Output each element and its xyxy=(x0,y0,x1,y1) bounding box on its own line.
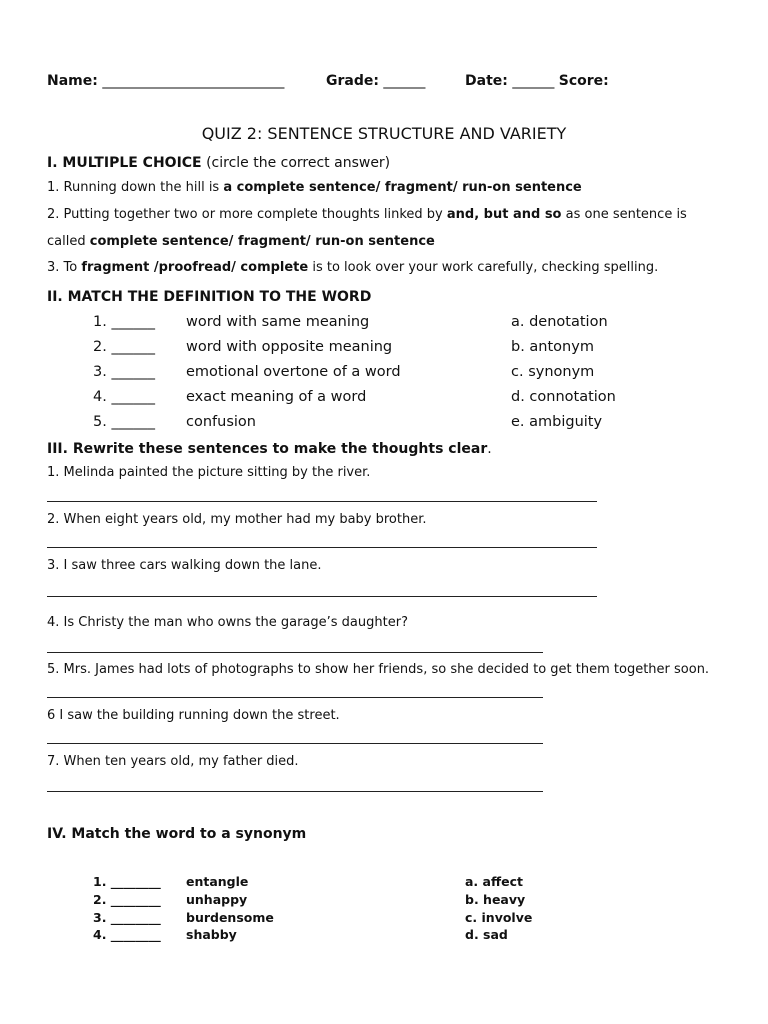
answer-line[interactable] xyxy=(47,547,597,548)
answer-line[interactable] xyxy=(47,652,543,653)
question-1-text: 1. Running down the hill is xyxy=(47,180,224,195)
match-2-num[interactable]: 3. ______ xyxy=(93,364,155,380)
name-label: Name: xyxy=(47,73,98,89)
rewrite-sentence: 4. Is Christy the man who owns the garage’s daughter? xyxy=(47,615,408,630)
match-4-num[interactable]: 1. ________ xyxy=(93,874,161,889)
question-2 xyxy=(47,207,687,222)
match-2-option: e. ambiguity xyxy=(511,414,603,430)
grade-field[interactable] xyxy=(326,73,425,89)
name-field[interactable] xyxy=(47,73,284,89)
question-3-text-cont: is to look over your work carefully, checking spelling. xyxy=(308,260,659,275)
rewrite-sentence: 6 I saw the building running down the street. xyxy=(47,708,340,723)
answer-line[interactable] xyxy=(47,791,543,792)
section-4-heading: IV. Match the word to a synonym xyxy=(47,826,307,842)
match-4-word: unhappy xyxy=(186,892,248,907)
question-3-text: 3. To xyxy=(47,260,82,275)
question-3 xyxy=(47,260,658,275)
match-2-definition: confusion xyxy=(186,414,256,430)
match-2-num[interactable]: 2. ______ xyxy=(93,339,155,355)
grade-blank: ______ xyxy=(383,73,426,89)
match-2-definition: exact meaning of a word xyxy=(186,389,367,405)
answer-line[interactable] xyxy=(47,697,543,698)
match-2-option: b. antonym xyxy=(511,339,594,355)
question-1-choices[interactable]: a complete sentence/ fragment/ run-on sentence xyxy=(223,180,582,195)
page-title: QUIZ 2: SENTENCE STRUCTURE AND VARIETY xyxy=(201,124,567,143)
question-2-choices[interactable]: complete sentence/ fragment/ run-on sentence xyxy=(89,234,435,249)
match-2-option: a. denotation xyxy=(511,314,608,330)
question-2-line-2 xyxy=(47,234,435,249)
section-2-heading: II. MATCH THE DEFINITION TO THE WORD xyxy=(47,289,372,305)
section-3-period: . xyxy=(487,441,492,457)
match-4-word: shabby xyxy=(186,927,237,942)
match-4-option: c. involve xyxy=(465,910,533,925)
match-2-definition: emotional overtone of a word xyxy=(186,364,401,380)
question-1 xyxy=(47,180,582,195)
rewrite-sentence: 7. When ten years old, my father died. xyxy=(47,754,299,769)
match-4-num[interactable]: 3. ________ xyxy=(93,910,161,925)
match-4-option: a. affect xyxy=(465,874,523,889)
match-2-num[interactable]: 5. ______ xyxy=(93,414,155,430)
section-1-title: I. MULTIPLE CHOICE xyxy=(47,155,202,171)
match-4-word: entangle xyxy=(186,874,249,889)
question-3-choices[interactable]: fragment /proofread/ complete xyxy=(81,260,309,275)
rewrite-sentence: 1. Melinda painted the picture sitting by the river. xyxy=(47,465,371,480)
match-2-option: d. connotation xyxy=(511,389,616,405)
rewrite-sentence: 3. I saw three cars walking down the lane. xyxy=(47,558,322,573)
name-blank: __________________________ xyxy=(102,73,285,89)
match-2-num[interactable]: 1. ______ xyxy=(93,314,155,330)
date-field[interactable] xyxy=(465,73,609,89)
section-3-heading xyxy=(47,441,492,457)
match-4-option: d. sad xyxy=(465,927,508,942)
match-4-word: burdensome xyxy=(186,910,274,925)
question-2-text: 2. Putting together two or more complete thoughts linked by xyxy=(47,207,447,222)
match-4-option: b. heavy xyxy=(465,892,526,907)
answer-line[interactable] xyxy=(47,501,597,502)
grade-label: Grade: xyxy=(326,73,379,89)
question-2-text-end: called xyxy=(47,234,90,249)
match-4-num[interactable]: 4. ________ xyxy=(93,927,161,942)
match-2-option: c. synonym xyxy=(511,364,595,380)
rewrite-sentence: 2. When eight years old, my mother had my baby brother. xyxy=(47,512,427,527)
match-2-definition: word with opposite meaning xyxy=(186,339,393,355)
section-3-title: III. Rewrite these sentences to make the thoughts clear xyxy=(47,441,488,457)
answer-line[interactable] xyxy=(47,743,543,744)
date-label: Date: xyxy=(465,73,508,89)
answer-line[interactable] xyxy=(47,596,597,597)
rewrite-sentence: 5. Mrs. James had lots of photographs to show her friends, so she decided to get them together soon. xyxy=(47,662,710,677)
match-4-num[interactable]: 2. ________ xyxy=(93,892,161,907)
question-2-conjunctions: and, but and so xyxy=(446,207,562,222)
question-2-text-cont: as one sentence is xyxy=(561,207,687,222)
section-1-heading xyxy=(47,155,390,171)
section-1-instruction: (circle the correct answer) xyxy=(201,155,391,171)
match-2-num[interactable]: 4. ______ xyxy=(93,389,155,405)
score-label: Score: xyxy=(558,73,609,89)
match-2-definition: word with same meaning xyxy=(186,314,370,330)
date-blank: ______ xyxy=(512,73,555,89)
